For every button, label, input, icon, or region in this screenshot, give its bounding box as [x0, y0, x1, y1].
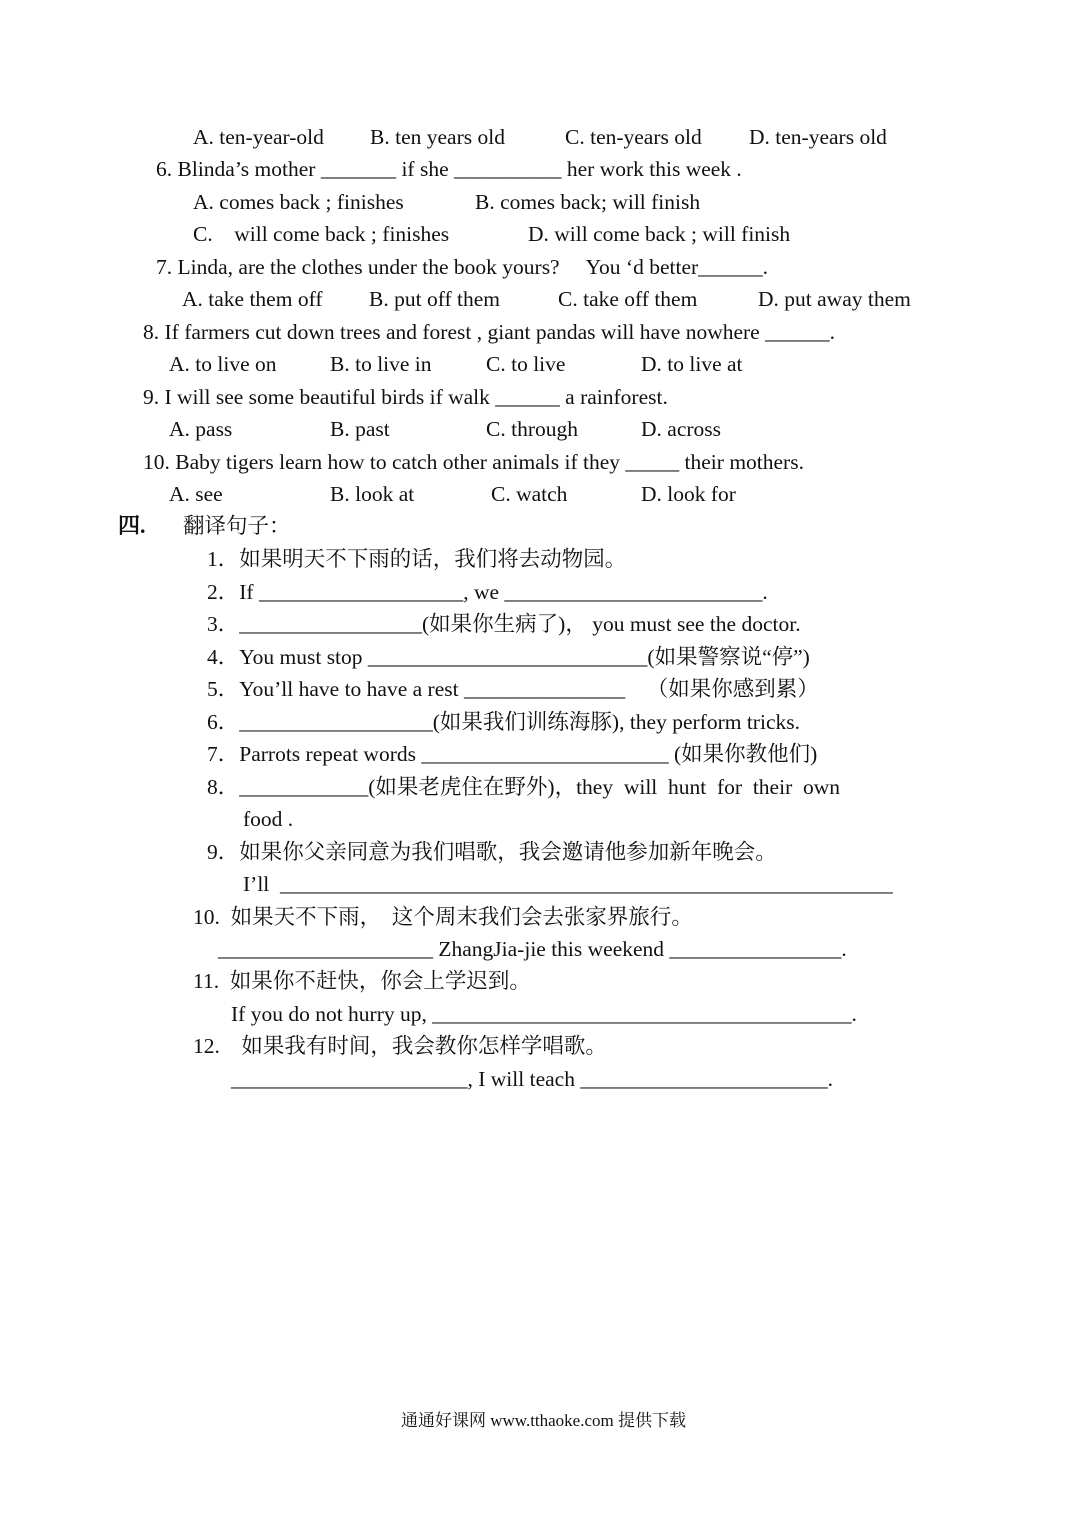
q5-option-d: D. ten-years old — [749, 125, 887, 149]
translation-line: 1．如果明天不下雨的话，我们将去动物园。 — [207, 547, 627, 571]
q7-option-d: D. put away them — [758, 287, 911, 311]
translation-line: ____________________ ZhangJia-jie this weekend ________________. — [218, 937, 847, 961]
translation-line: 3．_________________(如果你生病了)， you must see the doctor. — [207, 612, 801, 636]
q6-option-b: B. comes back; will finish — [475, 190, 701, 214]
section-number: 四. — [118, 513, 146, 538]
translation-line: food . — [243, 807, 294, 831]
q6-option-a: A. comes back ; finishes — [193, 190, 404, 214]
q5-option-c: C. ten-years old — [565, 125, 702, 149]
q8-option-a: A. to live on — [169, 352, 277, 376]
q6-option-c: C. will come back ; finishes — [193, 222, 450, 246]
translation-line: If you do not hurry up, _______________________________________. — [231, 1002, 857, 1026]
q7-stem: 7. Linda, are the clothes under the book yours? You ‘d better______. — [156, 255, 769, 279]
translation-line: I’ll _________________________________________________________ — [243, 872, 893, 896]
translation-line: ______________________, I will teach _______________________. — [231, 1067, 833, 1091]
translation-line: 4．You must stop __________________________(如果警察说“停”) — [207, 645, 810, 669]
q10-option-a: A. see — [169, 482, 223, 506]
q7-option-c: C. take off them — [558, 287, 698, 311]
q6-option-d: D. will come back ; will finish — [528, 222, 791, 246]
q5-option-a: A. ten-year-old — [193, 125, 324, 149]
q9-option-a: A. pass — [169, 417, 233, 441]
translation-line: 6．__________________(如果我们训练海豚), they perform tricks. — [207, 710, 800, 734]
translation-line: 9．如果你父亲同意为我们唱歌，我会邀请他参加新年晚会。 — [207, 840, 777, 864]
q9-option-b: B. past — [330, 417, 390, 441]
q10-option-b: B. look at — [330, 482, 415, 506]
translation-line: 11. 如果你不赶快，你会上学迟到。 — [193, 969, 531, 993]
q7-option-a: A. take them off — [182, 287, 323, 311]
q10-option-c: C. watch — [491, 482, 568, 506]
q5-option-b: B. ten years old — [370, 125, 505, 149]
q10-option-d: D. look for — [641, 482, 736, 506]
translation-line: 10. 如果天不下雨， 这个周末我们会去张家界旅行。 — [193, 905, 693, 929]
q8-stem: 8. If farmers cut down trees and forest , giant pandas will have nowhere ______. — [143, 320, 835, 344]
translation-line: 12. 如果我有时间，我会教你怎样学唱歌。 — [193, 1034, 607, 1058]
q10-stem: 10. Baby tigers learn how to catch other animals if they _____ their mothers. — [143, 450, 804, 474]
translation-line: 2．If ___________________, we ________________________. — [207, 580, 768, 604]
page-footer: 通通好课网 www.tthaoke.com 提供下载 — [400, 1411, 687, 1430]
q8-option-d: D. to live at — [641, 352, 743, 376]
q9-stem: 9. I will see some beautiful birds if walk ______ a rainforest. — [143, 385, 668, 409]
translation-line: 8．____________(如果老虎住在野外)，they will hunt for their own — [207, 775, 841, 799]
q7-option-b: B. put off them — [369, 287, 500, 311]
translation-line: 7．Parrots repeat words _______________________ (如果你教他们) — [207, 742, 818, 766]
q9-option-c: C. through — [486, 417, 578, 441]
q9-option-d: D. across — [641, 417, 722, 441]
q6-stem: 6. Blinda’s mother _______ if she __________ her work this week . — [156, 157, 742, 181]
q8-option-c: C. to live — [486, 352, 566, 376]
translation-line: 5．You’ll have to have a rest _______________ （如果你感到累） — [207, 677, 819, 701]
section-title: 翻译句子： — [183, 514, 291, 538]
q8-option-b: B. to live in — [330, 352, 432, 376]
